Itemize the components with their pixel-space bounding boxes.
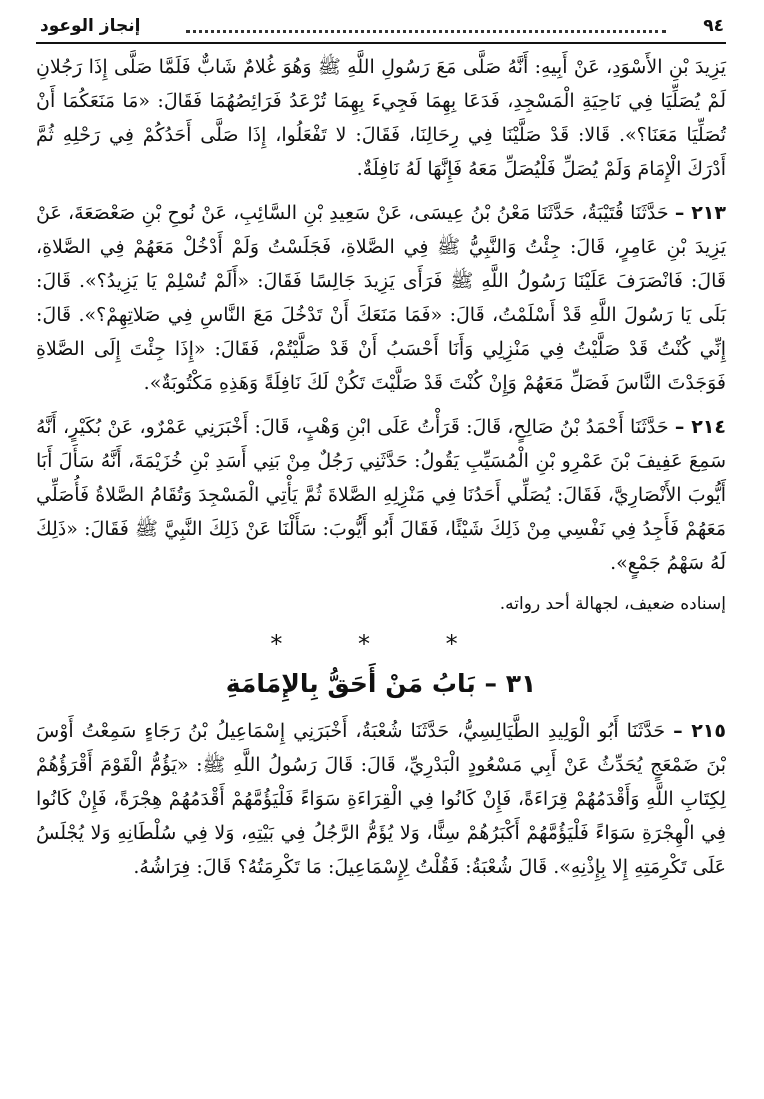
header-dotted-leader	[186, 18, 666, 33]
chapter-heading: ٣١ – بَابُ مَنْ أَحَقُّ بِالإِمَامَةِ	[225, 669, 537, 698]
page-header	[36, 14, 726, 44]
hadith-215	[36, 714, 726, 884]
page-number: ٩٤	[703, 16, 724, 36]
paragraph-continuation: يَزِيدَ بْنِ الأَسْوَدِ، عَنْ أَبِيهِ: أَنَّهُ صَلَّى مَعَ رَسُولِ اللَّهِ ﷺ وَهُوَ غُلامٌ شَابٌّ فَلَمَّا صَلَّى إِذَا رَجُلانِ لَمْ يُصَلِّيَا فِي نَاحِيَةِ الْمَسْجِدِ، فَدَعَا بِهِمَا فَجِيءَ بِهِمَا تُرْعَدُ فَرَائِصُهُمَا فَقَالَ: «مَا مَنَعَكُمَا أَنْ تُصَلِّيَا مَعَنَا؟». قَالا: قَدْ صَلَّيْنَا فِي رِحَالِنَا، فَقَالَ: لا تَفْعَلُوا، إِذَا صَلَّى أَحَدُكُمْ فِي رَحْلِهِ ثُمَّ أَدْرَكَ الْإِمَامَ وَلَمْ يُصَلِّ فَلْيُصَلِّ مَعَهُ فَإِنَّهَا لَهُ نَافِلَةٌ.	[36, 56, 726, 180]
hadith-214	[36, 410, 726, 580]
hadith-text: حَدَّثَنَا قُتَيْبَةُ، حَدَّثَنَا مَعْنُ بْنُ عِيسَى، عَنْ سَعِيدِ بْنِ السَّائِبِ، عَنْ نُوحِ بْنِ صَعْصَعَةَ، عَنْ يَزِيدَ بْنِ عَامِرٍ، قَالَ: جِئْتُ وَالنَّبِيُّ ﷺ فِي الصَّلاةِ، فَجَلَسْتُ وَلَمْ أَدْخُلْ مَعَهُمْ فِي الصَّلاةِ، قَالَ: فَانْصَرَفَ عَلَيْنَا رَسُولُ اللَّهِ ﷺ فَرَأَى يَزِيدَ جَالِسًا فَقَالَ: «أَلَمْ تُسْلِمْ يَا يَزِيدُ؟». قَالَ: بَلَى يَا رَسُولَ اللَّهِ قَدْ أَسْلَمْتُ، قَالَ: «فَمَا مَنَعَكَ أَنْ تَدْخُلَ مَعَ النَّاسِ فِي صَلاتِهِمْ؟». قَالَ: إِنِّي كُنْتُ قَدْ صَلَّيْتُ فِي مَنْزِلِي وَأَنَا أَحْسَبُ أَنْ قَدْ صَلَّيْتُمْ، فَقَالَ: «إِذَا جِئْتَ إِلَى الصَّلاةِ فَوَجَدْتَ النَّاسَ فَصَلِّ مَعَهُمْ وَإِنْ كُنْتَ قَدْ صَلَّيْتَ تَكُنْ لَكَ نَافِلَةً وَهَذِهِ مَكْتُوبَةٌ».	[36, 202, 726, 394]
hadith-text: حَدَّثَنَا أَحْمَدُ بْنُ صَالِحٍ، قَالَ: قَرَأْتُ عَلَى ابْنِ وَهْبٍ، قَالَ: أَخْبَرَنِي عَمْرٌو، عَنْ بُكَيْرٍ، أَنَّهُ سَمِعَ عَفِيفَ بْنَ عَمْرِو بْنِ الْمُسَيِّبِ يَقُولُ: حَدَّثَنِي رَجُلٌ مِنْ بَنِي أَسَدِ بْنِ خُزَيْمَةَ، أَنَّهُ سَأَلَ أَبَا أَيُّوبَ الأَنْصَارِيَّ، فَقَالَ: يُصَلِّي أَحَدُنَا فِي مَنْزِلِهِ الصَّلاةَ ثُمَّ يَأْتِي الْمَسْجِدَ وَتُقَامُ الصَّلاةُ فَأُصَلِّي مَعَهُمْ فَأَجِدُ فِي نَفْسِي مِنْ ذَلِكَ شَيْئًا، فَقَالَ أَبُو أَيُّوبَ: سَأَلْنَا عَنْ ذَلِكَ النَّبِيَّ ﷺ فَقَالَ: «ذَلِكَ لَهُ سَهْمُ جَمْعٍ».	[36, 416, 726, 574]
hadith-number: ٢١٥ –	[673, 720, 726, 742]
book-title: إنجاز الوعود	[40, 16, 141, 36]
hadith-number: ٢١٣ –	[674, 202, 726, 224]
section-separator: * * *	[270, 630, 492, 658]
hadith-number: ٢١٤ –	[674, 416, 726, 438]
book-page	[36, 14, 726, 884]
hadith-213	[36, 196, 726, 400]
isnad-note: إسناده ضعيف، لجهالة أحد رواته.	[499, 594, 726, 614]
hadith-text: حَدَّثَنَا أَبُو الْوَلِيدِ الطَّيَالِسِيُّ، حَدَّثَنَا شُعْبَةُ، أَخْبَرَنِي إِسْمَاعِيلُ بْنُ رَجَاءٍ سَمِعْتُ أَوْسَ بْنَ ضَمْعَجٍ يُحَدِّثُ عَنْ أَبِي مَسْعُودٍ الْبَدْرِيِّ، قَالَ: قَالَ رَسُولُ اللَّهِ ﷺ: «يَؤُمُّ الْقَوْمَ أَقْرَؤُهُمْ لِكِتَابِ اللَّهِ وَأَقْدَمُهُمْ قِرَاءَةً، فَإِنْ كَانُوا فِي الْقِرَاءَةِ سَوَاءً فَلْيَؤُمَّهُمْ أَقْدَمُهُمْ هِجْرَةً، فَإِنْ كَانُوا فِي الْهِجْرَةِ سَوَاءً فَلْيَؤُمَّهُمْ أَكْبَرُهُمْ سِنًّا، وَلا يُؤَمُّ الرَّجُلُ فِي بَيْتِهِ، وَلا فِي سُلْطَانِهِ وَلا يُجْلَسُ عَلَى تَكْرِمَتِهِ إِلا بِإِذْنِهِ». قَالَ شُعْبَةُ: فَقُلْتُ لِإِسْمَاعِيلَ: مَا تَكْرِمَتُهُ؟ قَالَ: فِرَاشُهُ.	[36, 720, 726, 878]
